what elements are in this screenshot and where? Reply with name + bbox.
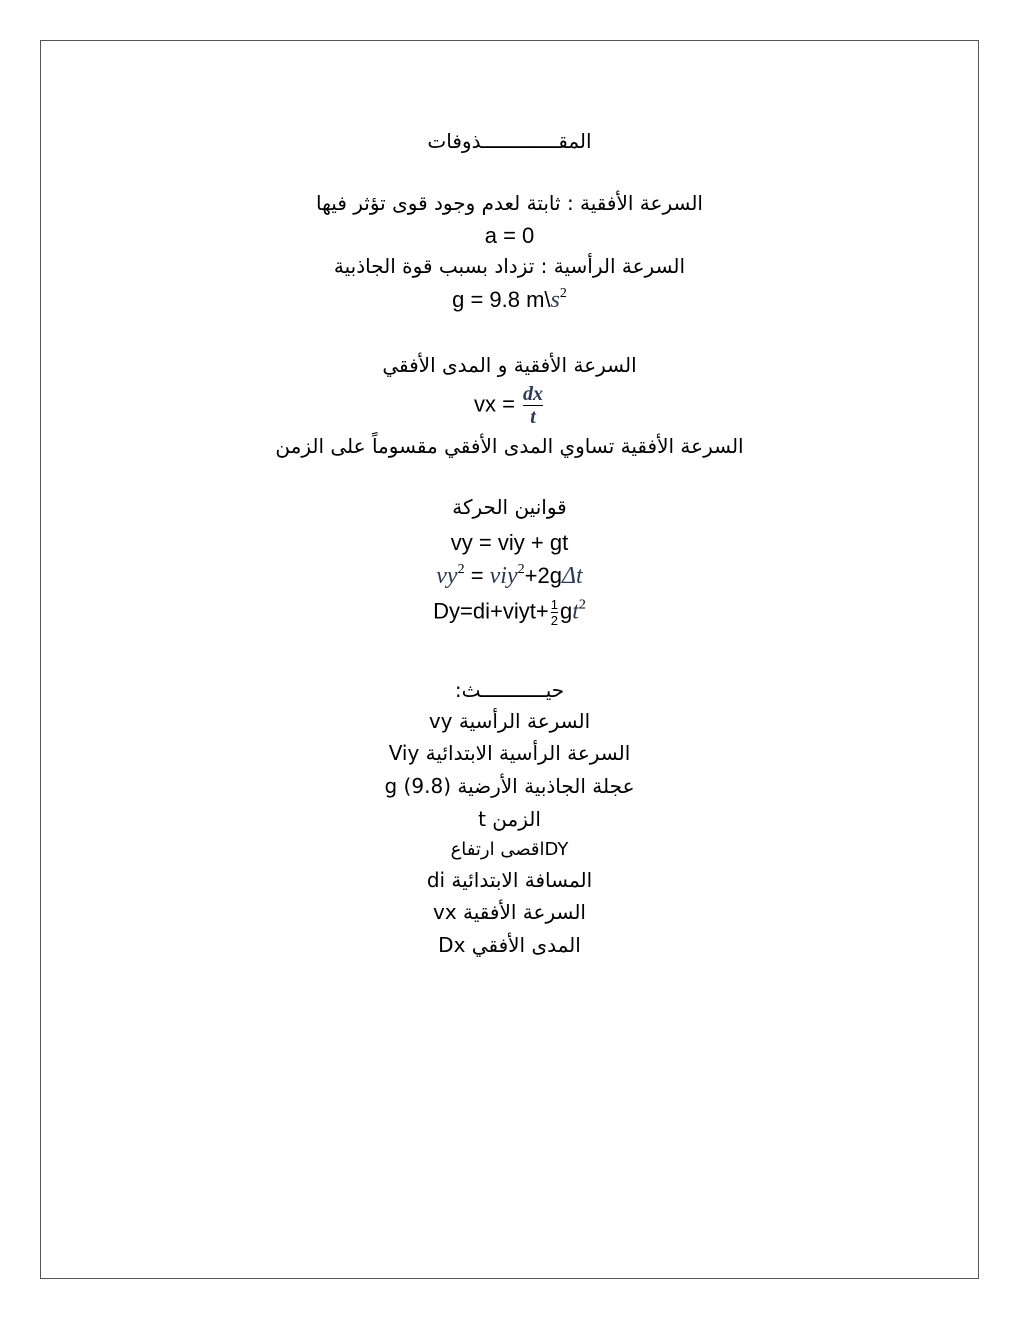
eq2-rhs-exp: 2: [517, 562, 525, 577]
gravity-equation-text: g = 9.8 m\: [452, 287, 551, 312]
eq3-fraction-numerator: 1: [550, 597, 558, 612]
definition-item: المسافة الابتدائية di: [426, 868, 593, 892]
vx-fraction-numerator: dx: [523, 383, 544, 405]
eq3-exp: 2: [578, 597, 586, 613]
eq2-lhs-exp: 2: [457, 562, 465, 577]
definition-item: السرعة الأفقية vx: [433, 900, 586, 924]
page-title: المقـــــــــــــذوفات: [427, 129, 592, 153]
vx-equation: [40, 384, 979, 427]
where-label: حيـــــــــــث:: [454, 678, 565, 702]
motion-equation-3: [40, 598, 979, 627]
definition-item: عجلة الجاذبية الأرضية (9.8) g: [384, 774, 635, 798]
eq2-lhs-var: vy: [436, 563, 458, 589]
acceleration-equation: a = 0: [484, 223, 535, 248]
vx-note: السرعة الأفقية تساوي المدى الأفقي مقسوماً على الزمن: [275, 434, 744, 458]
eq2-rest: +2g: [524, 563, 562, 588]
gravity-unit-var: s: [550, 287, 560, 313]
eq2-equals: =: [464, 563, 490, 588]
motion-equation-2: [40, 563, 979, 588]
motion-equation-1: vy = viy + gt: [450, 530, 569, 555]
definition-item: السرعة الرأسية الابتدائية Viy: [388, 741, 631, 765]
eq3-g: g: [559, 598, 573, 624]
section-range-heading: السرعة الأفقية و المدى الأفقي: [382, 353, 637, 377]
definition-item: المدى الأفقي Dx: [438, 933, 581, 957]
gravity-unit-exp: 2: [559, 286, 567, 301]
eq3-fraction-denominator: 2: [550, 613, 558, 628]
eq2-tail: Δt: [561, 563, 583, 589]
vx-equation-lhs: vx =: [473, 391, 515, 417]
gravity-equation: [40, 287, 979, 312]
definition-item: DYاقصى ارتفاع: [450, 839, 569, 860]
eq3-fraction: [551, 598, 558, 627]
vertical-velocity-note: السرعة الرأسية : تزداد بسبب قوة الجاذبية: [333, 254, 686, 278]
vx-fraction: [523, 384, 543, 427]
section-motion-heading: قوانين الحركة: [452, 495, 567, 519]
eq3-var: t: [572, 598, 579, 625]
eq2-rhs-var: viy: [489, 563, 518, 589]
definition-item: السرعة الرأسية vy: [428, 709, 591, 733]
eq3-prefix: Dy=di+viyt+: [433, 598, 549, 624]
horizontal-velocity-note: السرعة الأفقية : ثابتة لعدم وجود قوى تؤثر فيها: [315, 191, 703, 215]
vx-fraction-denominator: t: [530, 406, 536, 428]
definition-item: الزمن t: [478, 807, 541, 831]
